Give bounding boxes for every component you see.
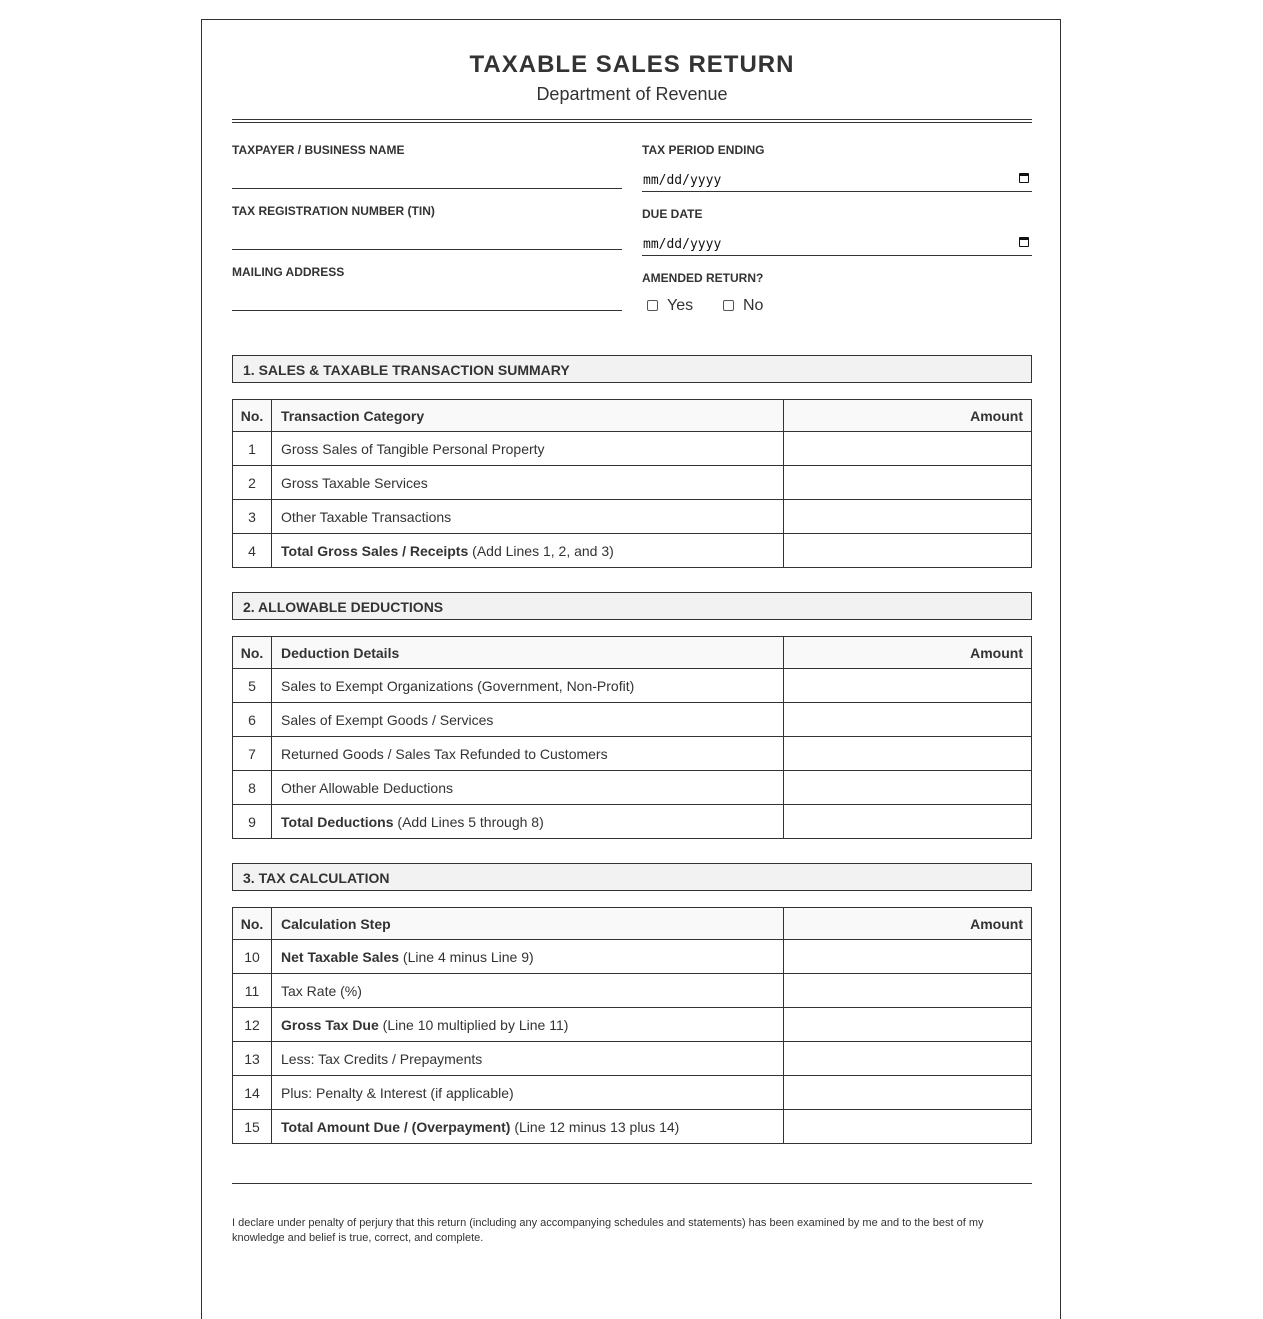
amount-cell[interactable] [784,703,1032,737]
line-description-text: (Add Lines 5 through 8) [393,813,544,830]
line-description [272,974,784,1008]
line-description-bold: Gross Tax Due [281,1016,379,1033]
table-row [233,500,1032,534]
line-number: 14 [233,1076,272,1110]
table-row [233,974,1032,1008]
tin-input[interactable] [232,249,622,250]
amended-no-checkbox[interactable] [723,300,734,311]
line-description-bold: Total Deductions [281,813,394,830]
tax-period-ending-input[interactable] [642,167,1032,192]
table-row [233,805,1032,839]
table-row [233,1110,1032,1144]
line-number: 7 [233,737,272,771]
line-number: 6 [233,703,272,737]
col-amount-header: Amount [784,637,1032,669]
calendar-icon[interactable] [1019,173,1029,183]
section-2-heading: 2. ALLOWABLE DEDUCTIONS [232,592,1032,620]
line-description [272,534,784,568]
amount-cell[interactable] [784,974,1032,1008]
amount-cell[interactable] [784,940,1032,974]
table-row [233,669,1032,703]
amount-cell[interactable] [784,500,1032,534]
line-description [272,1110,784,1144]
amount-cell[interactable] [784,1076,1032,1110]
tax-period-ending-label: TAX PERIOD ENDING [642,143,765,157]
section-1-heading: 1. SALES & TAXABLE TRANSACTION SUMMARY [232,355,1032,383]
line-description-text: (Line 12 minus 13 plus 14) [510,1118,680,1135]
due-date-label: DUE DATE [642,207,703,221]
line-description-text: Other Allowable Deductions [281,779,453,796]
col-amount-header: Amount [784,400,1032,432]
amount-cell[interactable] [784,805,1032,839]
table-row [233,534,1032,568]
line-description [272,940,784,974]
amount-cell[interactable] [784,534,1032,568]
line-description [272,805,784,839]
table-row [233,1076,1032,1110]
line-number: 15 [233,1110,272,1144]
line-description [272,771,784,805]
line-number: 13 [233,1042,272,1076]
table-row [233,771,1032,805]
col-calculation-header: Calculation Step [272,908,784,940]
col-amount-header: Amount [784,908,1032,940]
col-no-header: No. [233,637,272,669]
amount-cell[interactable] [784,771,1032,805]
line-number: 11 [233,974,272,1008]
line-number: 4 [233,534,272,568]
line-number: 2 [233,466,272,500]
line-description-text: Gross Taxable Services [281,474,428,491]
col-no-header: No. [233,908,272,940]
line-description [272,432,784,466]
line-description-text: (Line 4 minus Line 9) [399,948,534,965]
line-number: 5 [233,669,272,703]
line-number: 8 [233,771,272,805]
line-description [272,737,784,771]
line-description-text: (Add Lines 1, 2, and 3) [468,542,614,559]
line-description [272,1008,784,1042]
line-description [272,466,784,500]
line-description [272,500,784,534]
col-category-header: Transaction Category [272,400,784,432]
line-description-text: Other Taxable Transactions [281,508,452,525]
form-title: TAXABLE SALES RETURN [469,51,795,78]
amended-yes-label[interactable]: Yes [667,297,694,314]
line-number: 9 [233,805,272,839]
calendar-icon[interactable] [1019,237,1029,247]
line-description [272,1042,784,1076]
line-description-bold: Total Amount Due / (Overpayment) [281,1118,511,1135]
table-row [233,940,1032,974]
amended-yes-checkbox[interactable] [647,300,658,311]
tin-label: TAX REGISTRATION NUMBER (TIN) [232,204,435,218]
sales-summary-table [232,399,1032,568]
amount-cell[interactable] [784,432,1032,466]
line-description [272,669,784,703]
footer-divider [232,1183,1032,1184]
line-description-bold: Total Gross Sales / Receipts [281,542,469,559]
line-description-text: Gross Sales of Tangible Personal Property [281,440,545,457]
form-subtitle: Department of Revenue [536,84,728,104]
table-header-row [233,637,1032,669]
business-name-input[interactable] [232,188,622,189]
due-date-input[interactable] [642,231,1032,256]
amended-no-label[interactable]: No [743,297,764,314]
table-header-row [233,908,1032,940]
line-description-text: Less: Tax Credits / Prepayments [281,1050,483,1067]
table-row [233,1042,1032,1076]
table-row [233,737,1032,771]
mailing-address-input[interactable] [232,310,622,311]
table-row [233,1008,1032,1042]
amount-cell[interactable] [784,669,1032,703]
deductions-table [232,636,1032,839]
table-row [233,432,1032,466]
amended-return-label: AMENDED RETURN? [642,271,764,285]
amount-cell[interactable] [784,1110,1032,1144]
header-divider [232,119,1032,123]
line-number: 3 [233,500,272,534]
table-row [233,466,1032,500]
tax-calculation-table [232,907,1032,1144]
line-description-text: Plus: Penalty & Interest (if applicable) [281,1084,514,1101]
section-3-heading: 3. TAX CALCULATION [232,863,1032,891]
line-description [272,1076,784,1110]
col-no-header: No. [233,400,272,432]
amount-cell[interactable] [784,466,1032,500]
line-description-bold: Net Taxable Sales [281,948,400,965]
line-number: 10 [233,940,272,974]
line-description-text: (Line 10 multiplied by Line 11) [378,1016,569,1033]
table-row [233,703,1032,737]
amount-cell[interactable] [784,1008,1032,1042]
line-description-text: Sales of Exempt Goods / Services [281,711,494,728]
business-name-label: TAXPAYER / BUSINESS NAME [232,143,405,157]
line-description-text: Returned Goods / Sales Tax Refunded to Customers [281,745,608,762]
form-sheet [201,19,1061,1319]
line-description [272,703,784,737]
mailing-address-label: MAILING ADDRESS [232,265,345,279]
amount-cell[interactable] [784,1042,1032,1076]
tax-period-ending-placeholder: mm/dd/yyyy [643,173,722,188]
amount-cell[interactable] [784,737,1032,771]
due-date-placeholder: mm/dd/yyyy [643,237,722,252]
line-number: 12 [233,1008,272,1042]
line-number: 1 [233,432,272,466]
line-description-text: Tax Rate (%) [281,982,362,999]
col-deduction-header: Deduction Details [272,637,784,669]
line-description-text: Sales to Exempt Organizations (Government, Non-Profit) [281,677,635,694]
declaration-text: I declare under penalty of perjury that this return (including any accompanying schedules and statements) has been examined by me and to the best of my knowledge and belief is true, correct, and complete. [232,1217,984,1244]
table-header-row [233,400,1032,432]
